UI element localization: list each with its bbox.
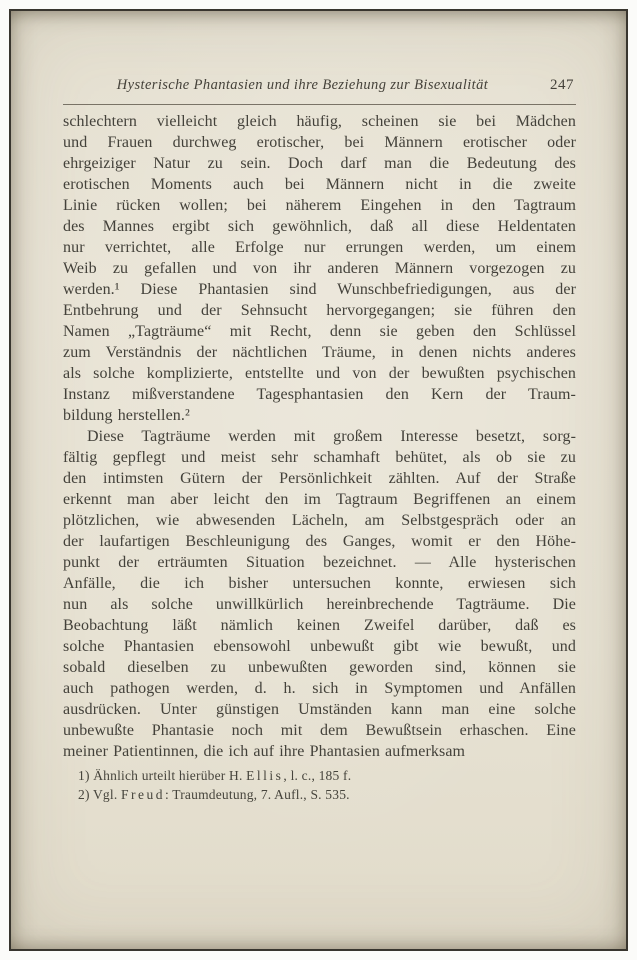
- text-line: fältig gepflegt und meist sehr schamhaft behütet, als ob sie zu: [63, 449, 576, 466]
- page-number: 247: [550, 77, 574, 93]
- footnote-text: 2) Vgl.: [78, 786, 121, 802]
- text-line: solche Phantasien ebensowohl unbewußt gibt wie bewußt, und: [63, 638, 576, 655]
- text-line: ehrgeiziger Natur zu sein. Doch darf man die Bedeutung des: [63, 155, 576, 172]
- text-line: werden.¹ Diese Phantasien sind Wunschbefriedigungen, aus der: [63, 281, 576, 298]
- paragraph: [63, 426, 576, 762]
- text-line: und Frauen durchweg erotischer, bei Männern erotischer oder: [63, 134, 576, 151]
- text-line: bildung herstellen.²: [63, 407, 190, 424]
- footnote: [63, 767, 576, 786]
- footnote-text: : Traumdeutung, 7. Aufl., S. 535.: [164, 786, 350, 802]
- text-line: Entbehrung und der Sehnsucht hervorgegangen; sie führen den: [63, 302, 576, 319]
- text-line: meiner Patientinnen, die ich auf ihre Phantasien aufmerksam: [63, 743, 466, 760]
- text-line: erkennt man aber leicht den im Tagtraum Begriffenen an einem: [63, 491, 576, 508]
- text-line: den intimsten Gütern der Persönlichkeit zählten. Auf der Straße: [63, 470, 576, 487]
- body-text: [63, 111, 576, 762]
- text-line: Linie rücken wollen; bei näherem Eingehen in den Tagtraum: [63, 197, 576, 214]
- text-line: Instanz mißverstandene Tagesphantasien den Kern der Traum-: [63, 386, 576, 403]
- text-line: Namen „Tagträume“ mit Recht, denn sie geben den Schlüssel: [63, 323, 576, 340]
- text-line: der laufartigen Beschleunigung des Ganges, womit er den Höhe-: [63, 533, 576, 550]
- text-line: unbewußte Phantasie noch mit dem Bewußtsein erhaschen. Eine: [63, 722, 576, 739]
- text-line: Anfälle, die ich bisher untersuchen konnte, erwiesen sich: [63, 575, 576, 592]
- book-page: [9, 9, 628, 951]
- text-line: ausdrücken. Unter günstigen Umständen kann man eine solche: [63, 701, 576, 718]
- text-line: des Mannes ergibt sich gewöhnlich, daß all diese Heldentaten: [63, 218, 576, 235]
- text-line: sobald dieselben zu unbewußten geworden sind, können sie: [63, 659, 576, 676]
- text-line: Diese Tagträume werden mit großem Interesse besetzt, sorg-: [87, 428, 576, 445]
- text-line: Weib zu gefallen und von ihr anderen Männern vorgezogen zu: [63, 260, 576, 277]
- text-line: auch pathogen werden, d. h. sich in Symptomen und Anfällen: [63, 680, 576, 697]
- text-line: Beobachtung läßt nämlich keinen Zweifel darüber, daß es: [63, 617, 576, 634]
- footnote-text: 1) Ähnlich urteilt hierüber H.: [78, 768, 247, 783]
- footnote: [63, 786, 576, 805]
- footnote-text: , l. c., 185 f.: [283, 768, 352, 783]
- text-line: nur verrichtet, alle Erfolge nur errungen werden, um einem: [63, 239, 576, 256]
- paragraph: [63, 111, 576, 426]
- text-line: nun als solche unwillkürlich hereinbrechende Tagträume. Die: [63, 596, 576, 613]
- text-line: erotischen Moments auch bei Männern nicht in die zweite: [63, 176, 576, 193]
- text-line: zum Verständnis der nächtlichen Träume, in denen nichts anderes: [63, 344, 576, 361]
- running-header: [63, 77, 576, 105]
- text-line: punkt der erträumten Situation bezeichnet. — Alle hysterischen: [63, 554, 576, 571]
- footnote-author-name: Ellis: [246, 768, 284, 783]
- footnotes-section: [63, 767, 576, 804]
- footnote-author-name: Freud: [120, 786, 165, 802]
- page-header-title: Hysterische Phantasien und ihre Beziehung zur Bisexualität: [116, 77, 489, 93]
- text-line: plötzlichen, wie abwesenden Lächeln, am Selbstgespräch oder an: [63, 512, 576, 529]
- text-line: als solche komplizierte, entstellte und von der bewußten psychischen: [63, 365, 576, 382]
- text-line: schlechtern vielleicht gleich häufig, scheinen sie bei Mädchen: [63, 113, 576, 130]
